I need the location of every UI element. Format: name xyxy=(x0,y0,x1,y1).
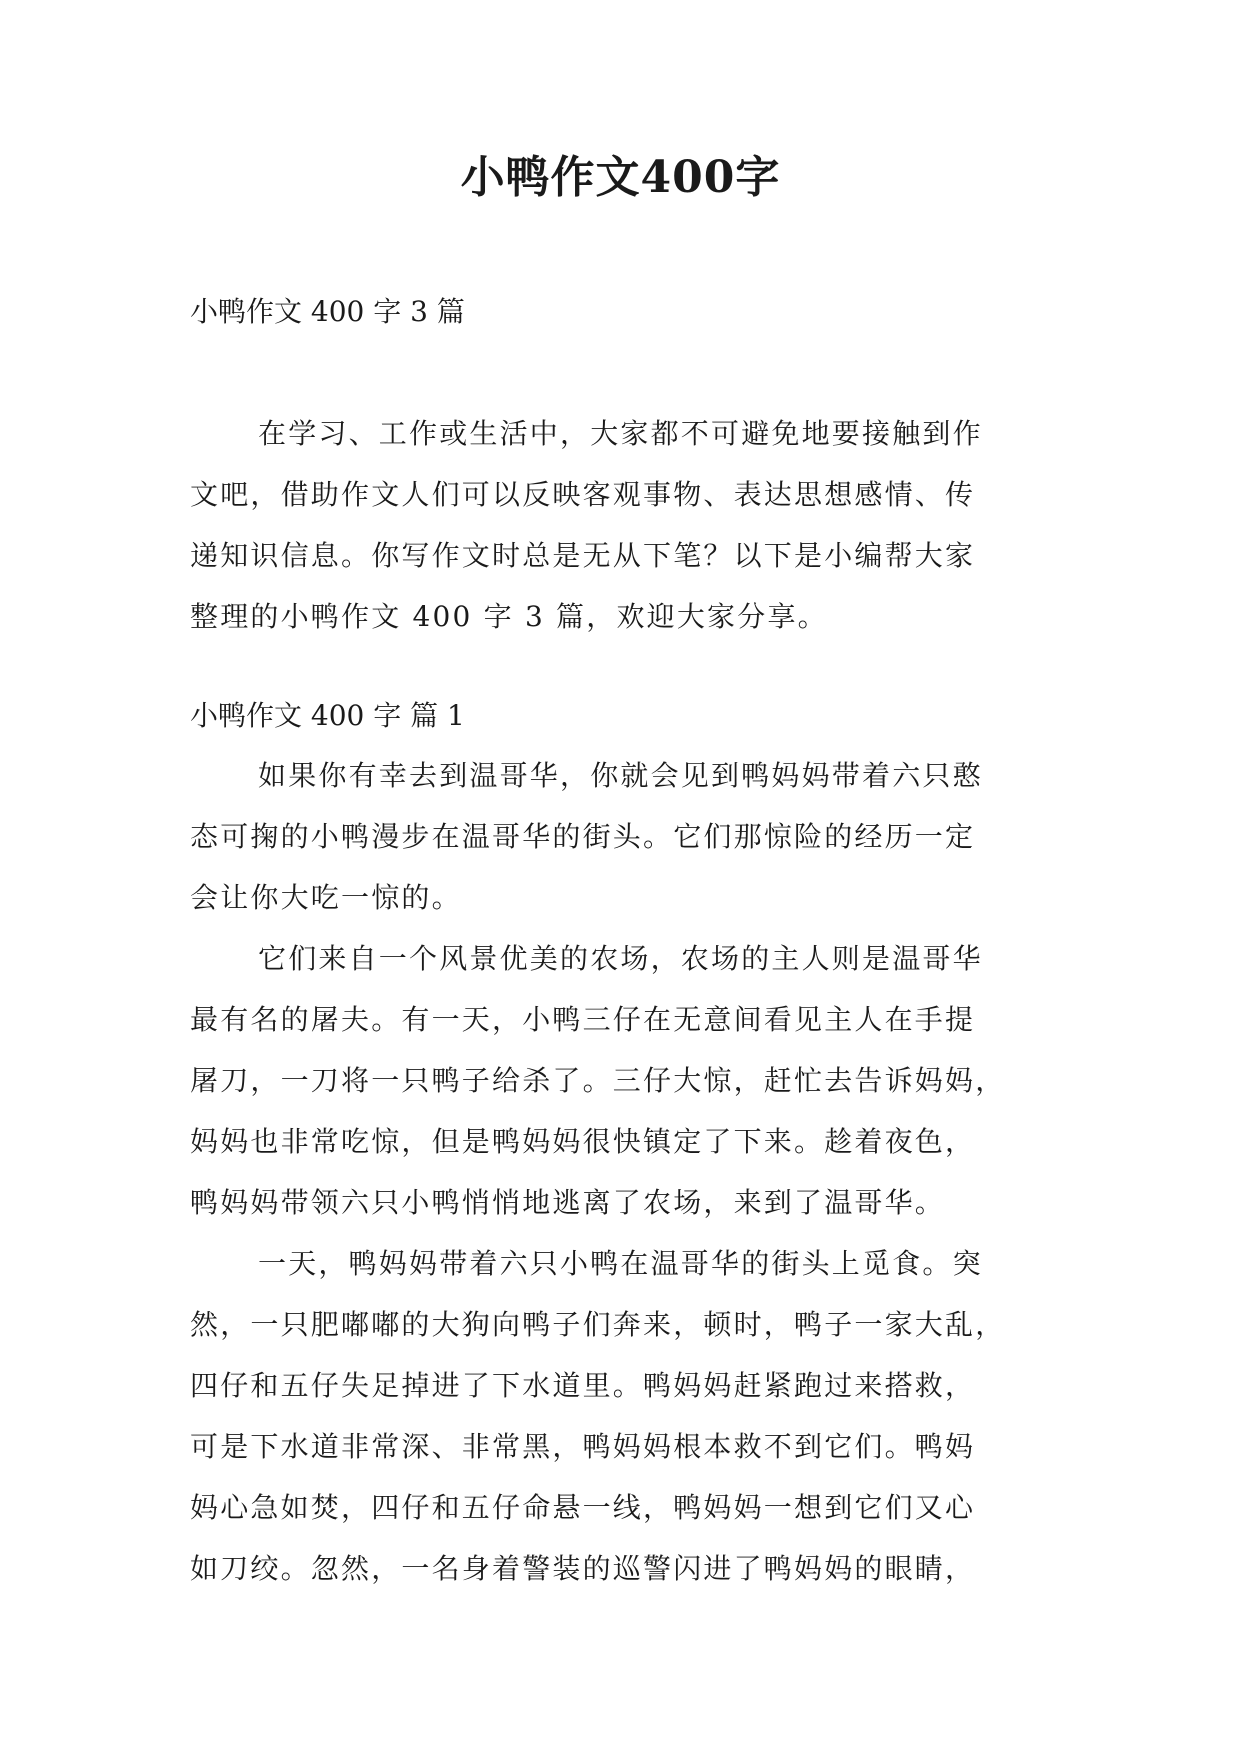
body-line: 鸭妈妈带领六只小鸭悄悄地逃离了农场，来到了温哥华。 xyxy=(190,1186,946,1219)
body-line: 妈心急如焚，四仔和五仔命悬一线，鸭妈妈一想到它们又心 xyxy=(190,1491,976,1524)
body-line: 会让你大吃一惊的。 xyxy=(190,881,462,914)
body-line: 屠刀，一刀将一只鸭子给杀了。三仔大惊，赶忙去告诉妈妈， xyxy=(190,1064,1006,1097)
body-line: 然，一只肥嘟嘟的大狗向鸭子们奔来，顿时，鸭子一家大乱， xyxy=(190,1308,1006,1341)
body-line: 它们来自一个风景优美的农场，农场的主人则是温哥华 xyxy=(258,942,983,975)
intro-line: 文吧，借助作文人们可以反映客观事物、表达思想感情、传 xyxy=(190,478,976,511)
body-line: 四仔和五仔失足掉进了下水道里。鸭妈妈赶紧跑过来搭救， xyxy=(190,1369,976,1402)
page-title: 小鸭作文400字 xyxy=(460,152,781,203)
intro-line: 递知识信息。你写作文时总是无从下笔？以下是小编帮大家 xyxy=(190,539,976,572)
intro-paragraph xyxy=(190,403,1050,647)
body-line: 如果你有幸去到温哥华，你就会见到鸭妈妈带着六只憨 xyxy=(258,759,983,792)
intro-line: 在学习、工作或生活中，大家都不可避免地要接触到作 xyxy=(258,417,983,450)
intro-line: 整理的小鸭作文 400 字 3 篇，欢迎大家分享。 xyxy=(190,600,828,633)
body-line: 态可掬的小鸭漫步在温哥华的街头。它们那惊险的经历一定 xyxy=(190,820,976,853)
body-line: 最有名的屠夫。有一天，小鸭三仔在无意间看见主人在手提 xyxy=(190,1003,976,1036)
document-subtitle: 小鸭作文 400 字 3 篇 xyxy=(190,295,465,328)
body-line: 一天，鸭妈妈带着六只小鸭在温哥华的街头上觅食。突 xyxy=(258,1247,983,1280)
section-heading: 小鸭作文 400 字 篇 1 xyxy=(190,699,465,732)
body-line: 可是下水道非常深、非常黑，鸭妈妈根本救不到它们。鸭妈 xyxy=(190,1430,976,1463)
body-line: 如刀绞。忽然，一名身着警装的巡警闪进了鸭妈妈的眼睛， xyxy=(190,1552,976,1585)
body-line: 妈妈也非常吃惊，但是鸭妈妈很快镇定了下来。趁着夜色， xyxy=(190,1125,976,1158)
essay-body xyxy=(190,745,1050,1599)
